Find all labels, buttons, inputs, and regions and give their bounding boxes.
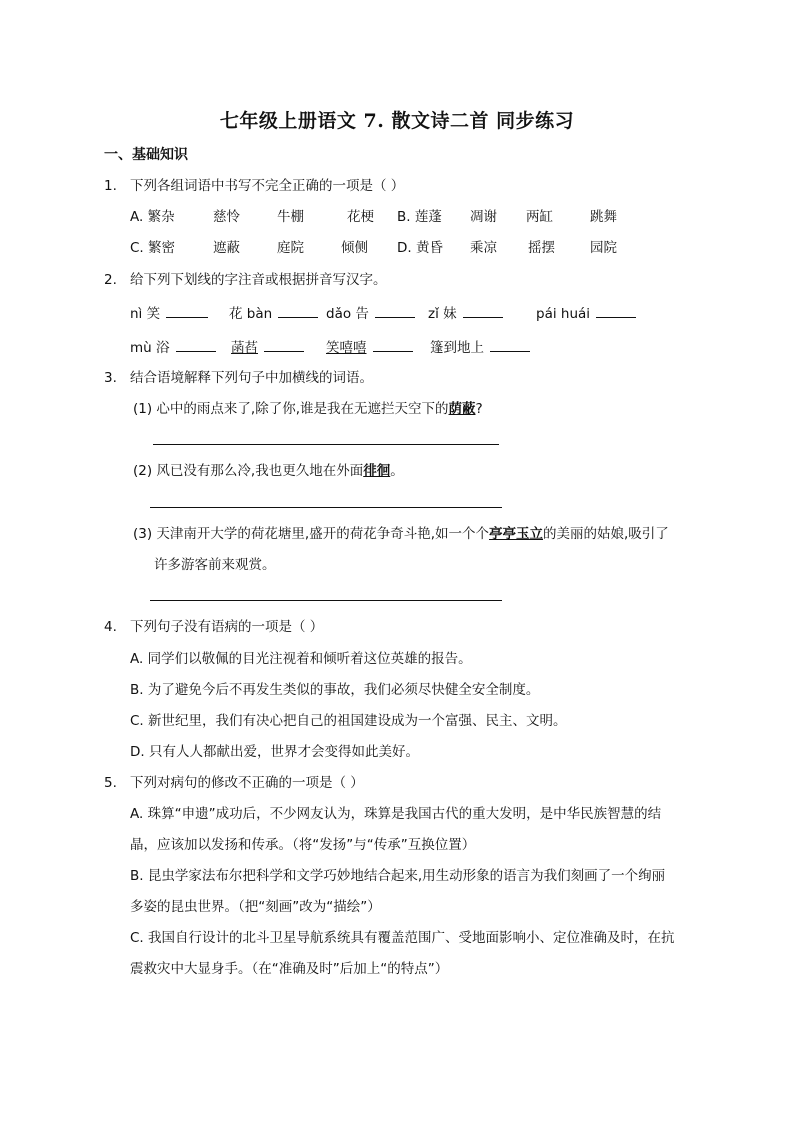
q3-s2-end: 。 <box>390 463 404 479</box>
answer-blank[interactable] <box>596 303 636 318</box>
answer-line[interactable] <box>153 444 499 445</box>
q3-s1-keyword: 荫蔽 <box>448 401 476 417</box>
q2-item-text: dǎo 告 <box>326 306 369 322</box>
q3-s3-text: (3) 天津南开大学的荷花塘里,盛开的荷花争奇斗艳,如一个个 <box>133 526 489 542</box>
q5-number: 5. <box>104 775 117 791</box>
q1-option-b: B. 莲蓬 <box>397 209 442 225</box>
q4-option-a: A. 同学们以敬佩的目光注视着和倾听着这位英雄的报告。 <box>130 651 472 667</box>
q2-item-text: 菡萏 <box>231 340 258 356</box>
q3-sentence-3 <box>133 525 669 543</box>
q5-option-c-cont: 震救灾中大显身手。（在“准确及时”后加上“的特点”） <box>130 961 449 977</box>
q1-number: 1. <box>104 178 117 194</box>
answer-blank[interactable] <box>166 303 208 318</box>
q1-stem: 下列各组词语中书写不完全正确的一项是（ ） <box>130 178 405 194</box>
answer-blank[interactable] <box>375 303 415 318</box>
answer-blank[interactable] <box>278 303 318 318</box>
q2-item <box>326 337 413 357</box>
q3-s2-text: (2) 风已没有那么冷,我也更久地在外面 <box>133 463 364 479</box>
answer-line[interactable] <box>150 600 502 601</box>
answer-blank[interactable] <box>264 337 304 352</box>
section-heading: 一、基础知识 <box>104 147 188 163</box>
q2-item-text: 笑嘻嘻 <box>326 340 367 356</box>
answer-blank[interactable] <box>490 337 530 352</box>
q3-sentence-3-cont: 许多游客前来观赏。 <box>154 557 276 573</box>
q2-item <box>229 303 318 323</box>
q2-item-text: 花 bàn <box>229 306 273 322</box>
q1-word: 慈怜 <box>213 209 240 225</box>
q1-word: 倾侧 <box>341 240 368 256</box>
q1-word: 乘凉 <box>470 240 497 256</box>
q2-item <box>231 337 304 357</box>
q2-item <box>130 303 208 323</box>
q2-item <box>130 337 216 357</box>
q2-item-text: mù 浴 <box>130 340 170 356</box>
q3-sentence-1 <box>133 400 483 418</box>
q1-word: 遮蔽 <box>213 240 240 256</box>
q2-item <box>428 303 503 323</box>
answer-line[interactable] <box>150 507 502 508</box>
q2-item-text: nì 笑 <box>130 306 161 322</box>
q2-number: 2. <box>104 272 117 288</box>
q5-option-c: C. 我国自行设计的北斗卫星导航系统具有覆盖范围广、受地面影响小、定位准确及时，在抗 <box>130 930 675 946</box>
q5-option-a-cont: 晶，应该加以发扬和传承。（将“发扬”与“传承”互换位置） <box>130 837 476 853</box>
answer-blank[interactable] <box>176 337 216 352</box>
answer-blank[interactable] <box>373 337 413 352</box>
q3-s3-end: 的美丽的姑娘,吸引了 <box>543 526 669 542</box>
q3-s1-text: (1) 心中的雨点来了,除了你,谁是我在无遮拦天空下的 <box>133 401 449 417</box>
q1-option-d: D. 黄昏 <box>397 240 443 256</box>
q1-word: 花梗 <box>347 209 374 225</box>
q4-option-c: C. 新世纪里，我们有决心把自己的祖国建设成为一个富强、民主、文明。 <box>130 713 567 729</box>
answer-blank[interactable] <box>463 303 503 318</box>
q2-item <box>536 303 636 323</box>
q2-item <box>430 337 530 357</box>
q1-word: 两缸 <box>526 209 553 225</box>
q1-word: 庭院 <box>277 240 304 256</box>
page-title: 七年级上册语文 7. 散文诗二首 同步练习 <box>219 110 575 132</box>
q3-s1-end: ? <box>475 401 483 417</box>
q1-word: 跳舞 <box>590 209 617 225</box>
q1-option-c: C. 繁密 <box>130 240 176 256</box>
q1-word: 牛棚 <box>277 209 304 225</box>
q3-number: 3. <box>104 370 117 386</box>
q2-item-text: zǐ 妹 <box>428 306 457 322</box>
q2-item <box>326 303 415 323</box>
q3-stem: 结合语境解释下列句子中加横线的词语。 <box>130 370 373 386</box>
q5-option-b-cont: 多姿的昆虫世界。（把“刻画”改为“描绘”） <box>130 899 381 915</box>
q5-stem: 下列对病句的修改不正确的一项是（ ） <box>130 775 364 791</box>
q3-s2-keyword: 徘徊 <box>363 463 391 479</box>
q1-word: 园院 <box>590 240 617 256</box>
q5-option-a: A. 珠算“申遗”成功后，不少网友认为，珠算是我国古代的重大发明，是中华民族智慧的结 <box>130 806 662 822</box>
q3-s3-keyword: 亭亭玉立 <box>489 526 543 542</box>
q1-word: 凋谢 <box>470 209 497 225</box>
q1-option-a: A. 繁杂 <box>130 209 175 225</box>
q5-option-b: B. 昆虫学家法布尔把科学和文学巧妙地结合起来,用生动形象的语言为我们刻画了一个绚丽 <box>130 868 666 884</box>
q2-item-text: pái huái <box>536 306 591 322</box>
q4-option-d: D. 只有人人都献出爱，世界才会变得如此美好。 <box>130 744 419 760</box>
q3-sentence-2 <box>133 462 404 480</box>
q4-stem: 下列句子没有语病的一项是（ ） <box>130 619 324 635</box>
q4-number: 4. <box>104 619 117 635</box>
q4-option-b: B. 为了避免今后不再发生类似的事故，我们必须尽快健全安全制度。 <box>130 682 540 698</box>
q1-word: 摇摆 <box>528 240 555 256</box>
q2-item-text: 篷到地上 <box>430 340 484 356</box>
q2-stem: 给下列下划线的字注音或根据拼音写汉字。 <box>130 272 387 288</box>
